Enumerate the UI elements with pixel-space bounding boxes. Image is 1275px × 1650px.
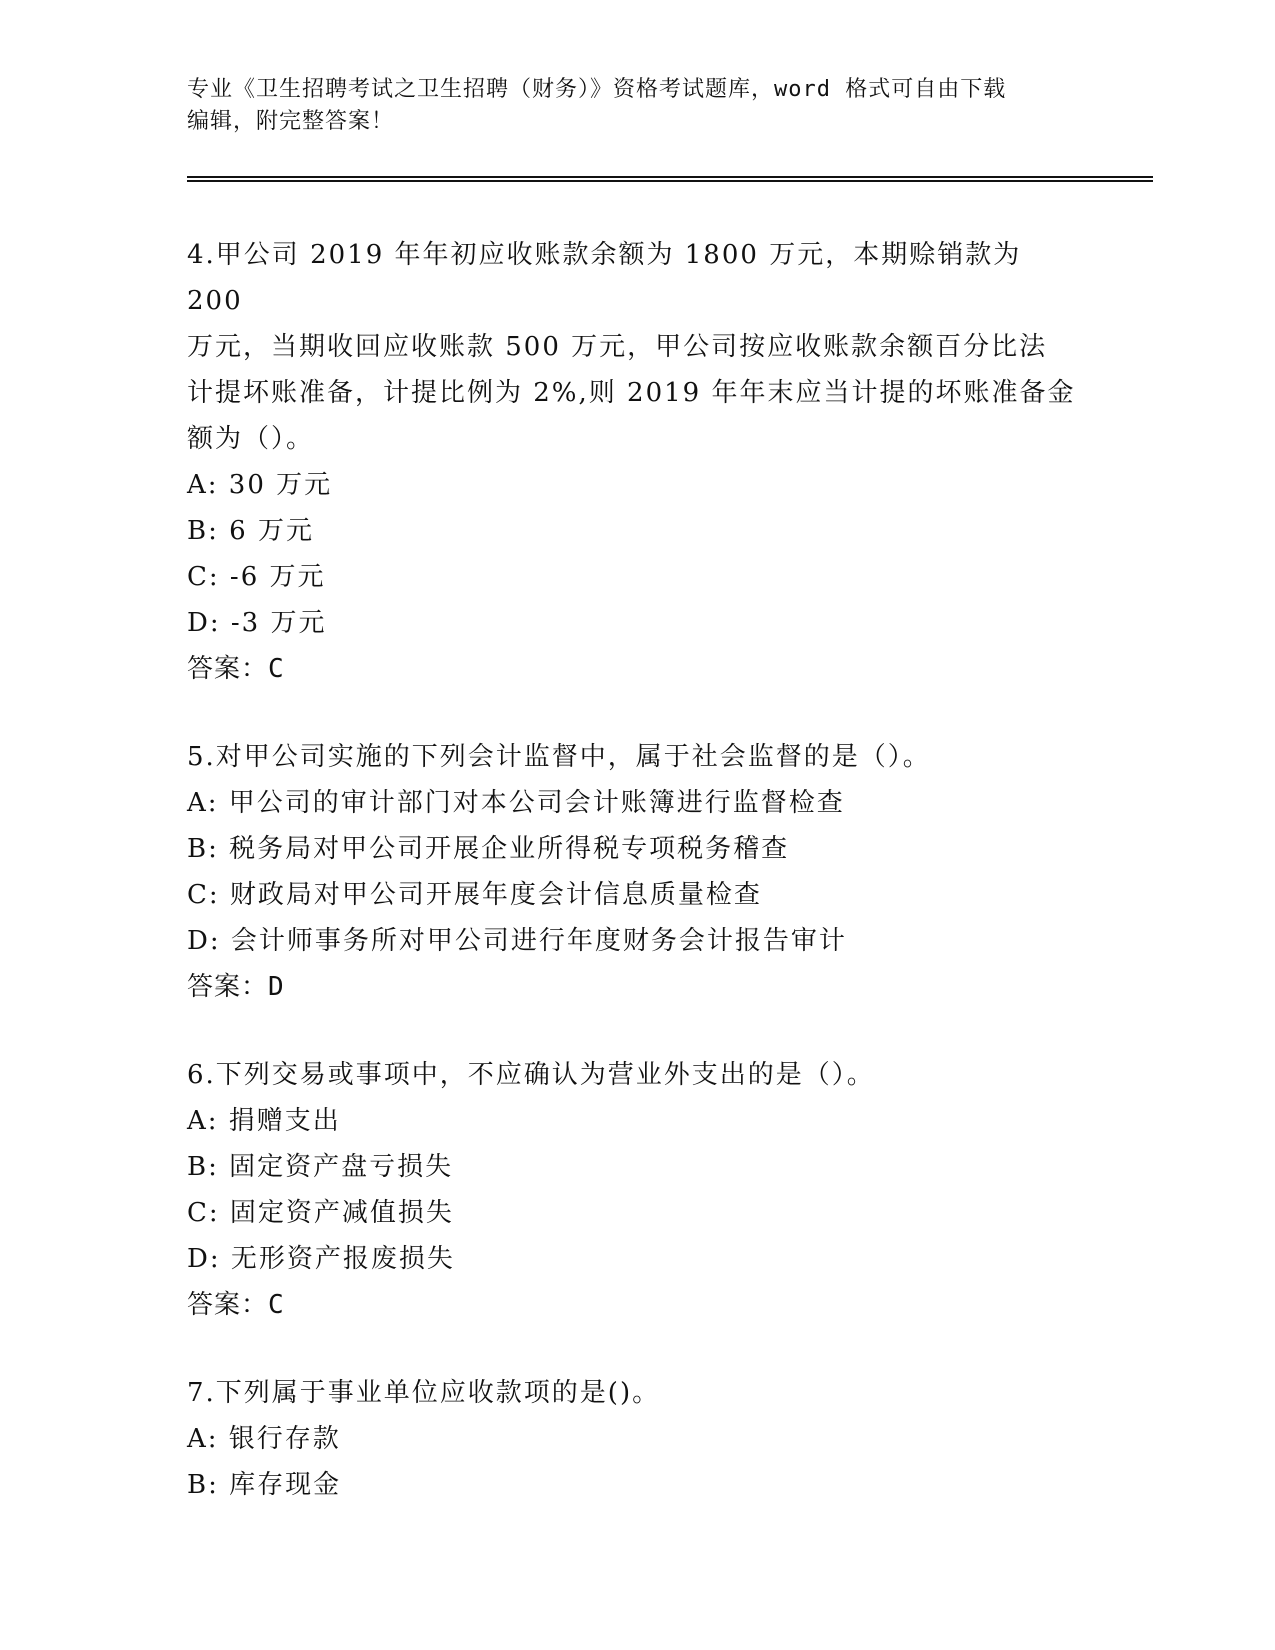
option-a: A: 捐赠支出 <box>187 1106 341 1136</box>
question-stem-line: 5.对甲公司实施的下列会计监督中，属于社会监督的是（）。 <box>187 742 931 772</box>
option-b: B: 库存现金 <box>187 1470 342 1500</box>
option-b: B: 6 万元 <box>187 516 314 546</box>
question-stem <box>187 1052 1087 1098</box>
question-6 <box>187 1052 1087 1328</box>
answer-line: 答案：C <box>187 654 285 684</box>
question-5 <box>187 734 1087 1010</box>
option-c: C: 固定资产减值损失 <box>187 1198 454 1228</box>
option-d: D: -3 万元 <box>187 608 327 638</box>
question-stem-line: 万元，当期收回应收账款 500 万元，甲公司按应收账款余额百分比法 <box>187 332 1048 362</box>
question-stem <box>187 1370 1087 1416</box>
question-stem-line: 6.下列交易或事项中，不应确认为营业外支出的是（）。 <box>187 1060 875 1090</box>
question-stem-line: 计提坏账准备，计提比例为 2%,则 2019 年年末应当计提的坏账准备金 <box>187 378 1076 408</box>
option-a: A: 30 万元 <box>187 470 333 500</box>
answer-line: 答案：D <box>187 972 285 1002</box>
header-line-1: 专业《卫生招聘考试之卫生招聘（财务）》资格考试题库，word 格式可自由下载 <box>187 77 1007 102</box>
document-header <box>187 74 1087 138</box>
option-a: A: 银行存款 <box>187 1424 341 1454</box>
header-divider <box>187 176 1153 182</box>
question-list <box>187 232 1087 1550</box>
option-b: B: 税务局对甲公司开展企业所得税专项税务稽查 <box>187 834 790 864</box>
question-stem <box>187 734 1087 780</box>
answer-line: 答案：C <box>187 1290 285 1320</box>
question-stem-line: 7.下列属于事业单位应收款项的是()。 <box>187 1378 661 1408</box>
question-stem-line: 4.甲公司 2019 年年初应收账款余额为 1800 万元，本期赊销款为 200 <box>187 240 1022 316</box>
option-d: D: 无形资产报废损失 <box>187 1244 455 1274</box>
option-c: C: 财政局对甲公司开展年度会计信息质量检查 <box>187 880 762 910</box>
option-b: B: 固定资产盘亏损失 <box>187 1152 454 1182</box>
header-line-2: 编辑，附完整答案！ <box>187 109 395 134</box>
option-c: C: -6 万元 <box>187 562 326 592</box>
option-d: D: 会计师事务所对甲公司进行年度财务会计报告审计 <box>187 926 847 956</box>
question-stem <box>187 232 1087 462</box>
option-a: A: 甲公司的审计部门对本公司会计账簿进行监督检查 <box>187 788 845 818</box>
question-7 <box>187 1370 1087 1508</box>
question-4 <box>187 232 1087 692</box>
question-stem-line: 额为（）。 <box>187 424 315 454</box>
